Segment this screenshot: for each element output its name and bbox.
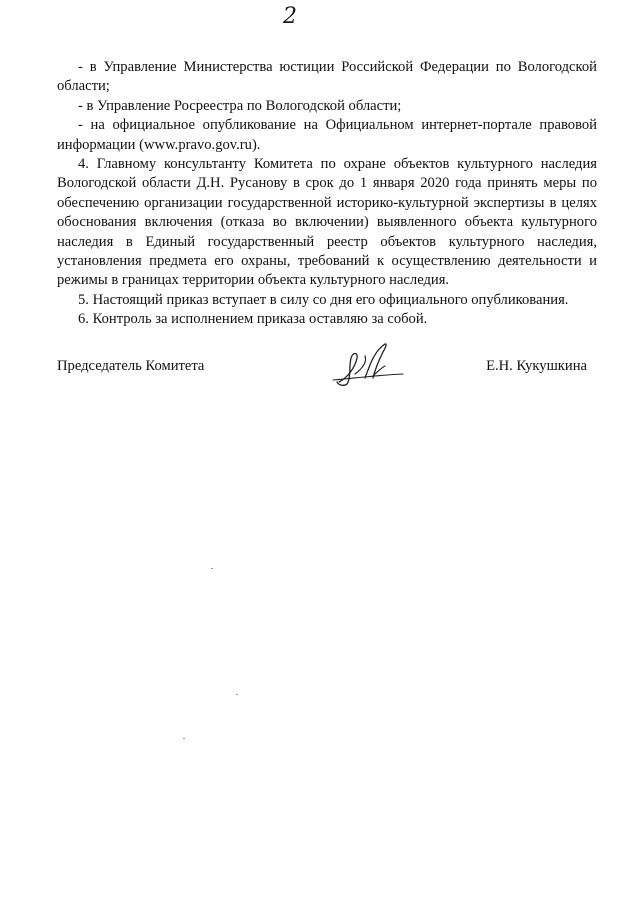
paragraph-publication: - на официальное опубликование на Официальном интернет-портале правовой информации (www.pravo.gov.ru).: [57, 117, 597, 153]
page-number: 2: [283, 4, 297, 29]
handwritten-signature: [325, 338, 405, 390]
paragraph-item-6: 6. Контроль за исполнением приказа оставляю за собой.: [78, 311, 428, 328]
paragraph-item-4: 4. Главному консультанту Комитета по охране объектов культурного наследия Вологодской области Д.Н. Русанову в срок до 1 января 2020 года принять меры по обеспечению организации государственной историко-культурной экспертизы в целях обоснования включения (отказа во включении) выявленного объекта культурного наследия в Единый государственный реестр объектов культурного наследия, установления предмета его охраны, требований к осуществлению деятельности и режимы в границах территории объекта культурного наследия.: [57, 156, 597, 289]
scan-speck: [183, 738, 185, 739]
paragraph-item-5: 5. Настоящий приказ вступает в силу со дня его официального опубликования.: [78, 291, 569, 308]
signer-title: Председатель Комитета: [57, 358, 205, 374]
paragraph-rosreestr: - в Управление Росреестра по Вологодской области;: [78, 97, 402, 114]
document-body: [57, 58, 597, 330]
scan-speck: [236, 694, 238, 695]
signer-name: Е.Н. Кукушкина: [486, 358, 587, 374]
signature-block: [57, 356, 587, 396]
scan-speck: [211, 568, 213, 569]
paragraph-justice-ministry: - в Управление Министерства юстиции Российской Федерации по Вологодской области;: [57, 59, 597, 95]
